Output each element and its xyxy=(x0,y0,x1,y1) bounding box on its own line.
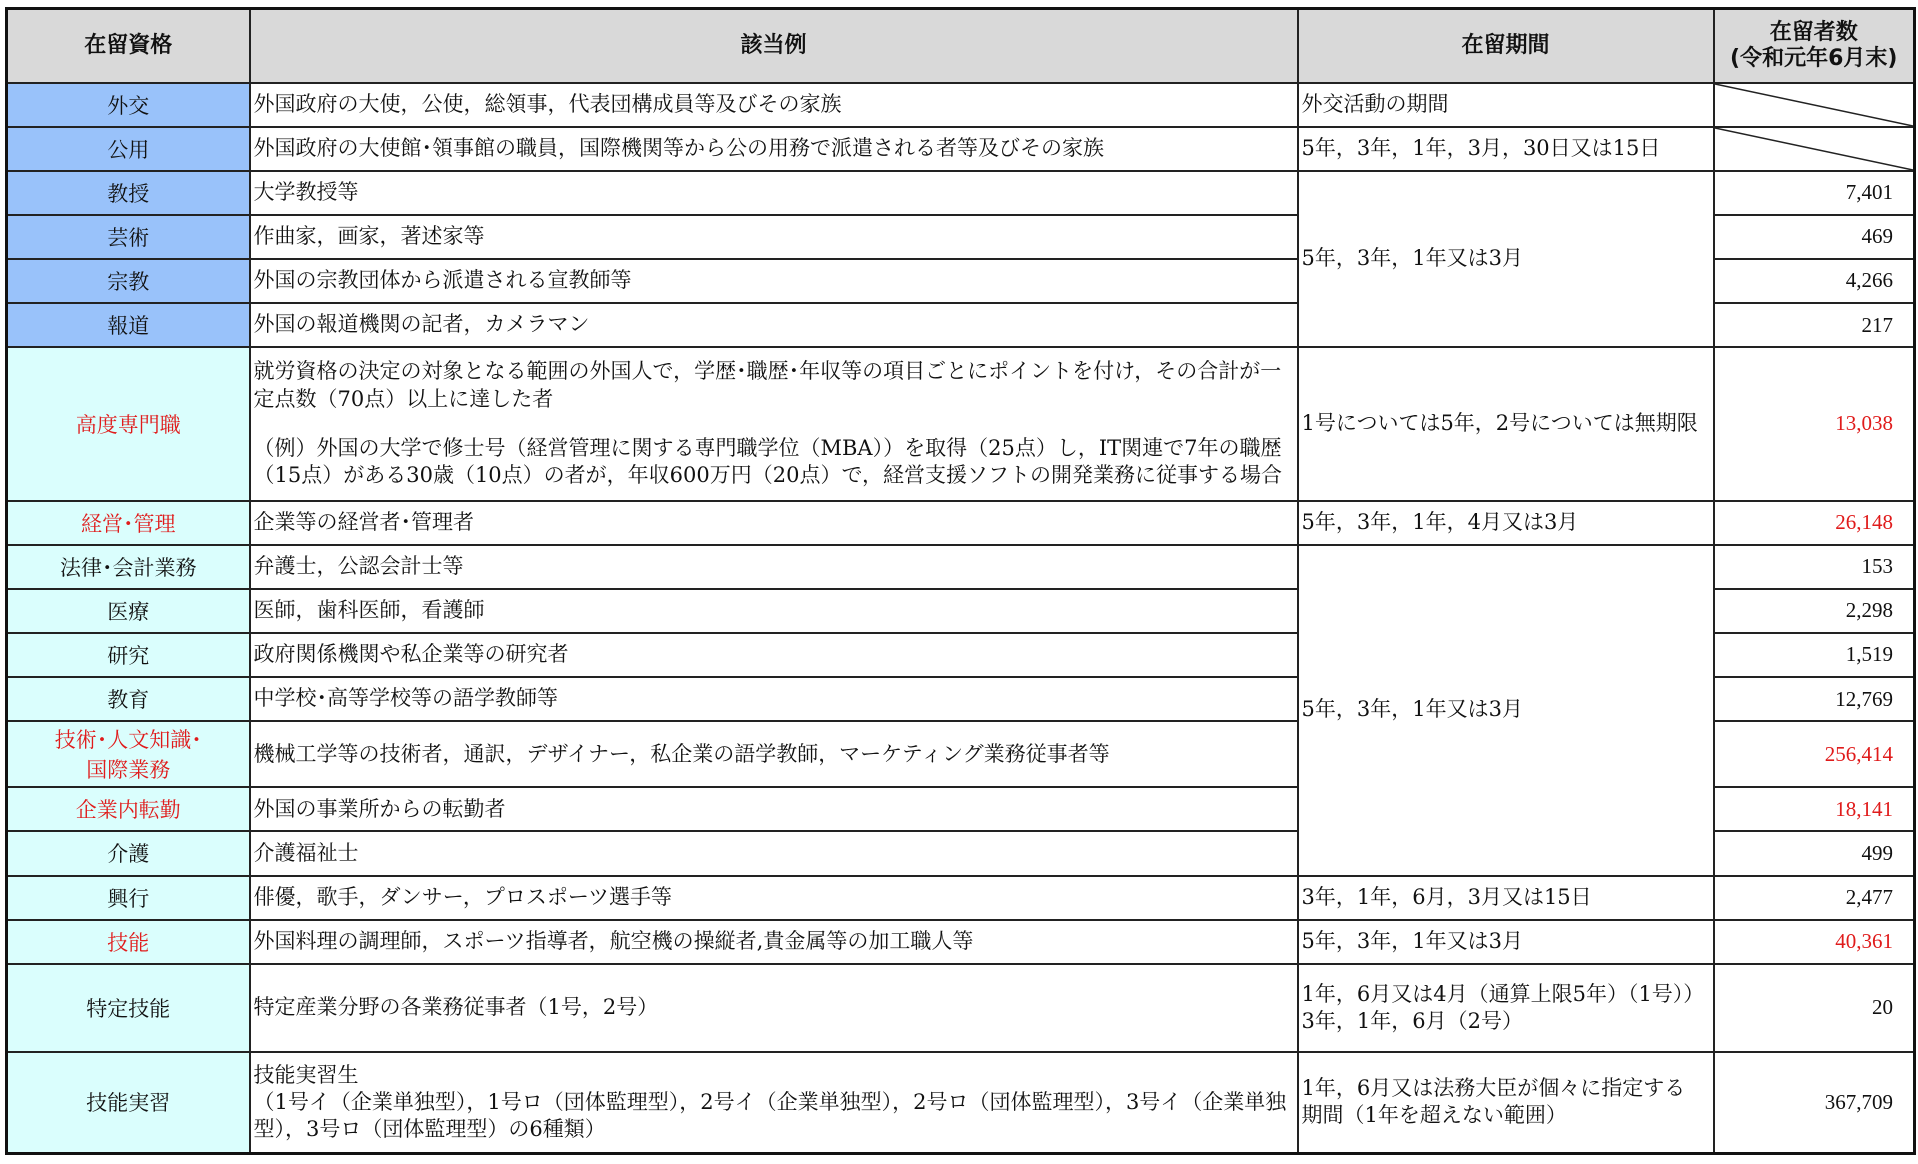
example-text: 就労資格の決定の対象となる範囲の外国人で，学歴･職歴･年収等の項目ごとにポイントを付け，その合計が一定点数（70点）以上に達した者 xyxy=(253,359,1282,411)
table-row xyxy=(7,347,1915,500)
period-text: 期間（1年を超えない範囲） xyxy=(1301,1103,1567,1128)
period-cell: 1号については5年，2号については無期限 xyxy=(1298,347,1714,500)
count-cell: 13,038 xyxy=(1714,347,1915,500)
period-text: 3年，1年，6月（2号） xyxy=(1301,1008,1523,1033)
period-cell: 5年，3年，1年，4月又は3月 xyxy=(1298,501,1714,545)
header-example: 該当例 xyxy=(250,9,1298,83)
example-cell: 機械工学等の技術者，通訳，デザイナー，私企業の語学教師，マーケティング業務従事者等 xyxy=(250,721,1298,787)
example-cell: 外国の事業所からの転勤者 xyxy=(250,787,1298,831)
count-cell: 26,148 xyxy=(1714,501,1915,545)
count-cell-empty xyxy=(1714,83,1915,127)
table-row xyxy=(7,920,1915,964)
example-cell: 介護福祉士 xyxy=(250,831,1298,875)
count-cell: 12,769 xyxy=(1714,677,1915,721)
period-cell xyxy=(1298,964,1714,1052)
example-cell: 特定産業分野の各業務従事者（1号，2号） xyxy=(250,964,1298,1052)
example-cell: 作曲家，画家，著述家等 xyxy=(250,215,1298,259)
example-cell xyxy=(250,347,1298,500)
count-cell: 20 xyxy=(1714,964,1915,1052)
example-cell: 政府関係機関や私企業等の研究者 xyxy=(250,633,1298,677)
example-cell: 医師，歯科医師，看護師 xyxy=(250,589,1298,633)
example-cell: 外国政府の大使館･領事館の職員，国際機関等から公の用務で派遣される者等及びその家族 xyxy=(250,127,1298,171)
status-cell: 介護 xyxy=(7,831,250,875)
status-cell: 研究 xyxy=(7,633,250,677)
example-text: （1号イ（企業単独型），1号ロ（団体監理型），2号イ（企業単独型），2号ロ（団体監理型），3号イ（企業単独型），3号ロ（団体監理型）の6種類） xyxy=(253,1089,1287,1142)
example-cell: 外国政府の大使，公使，総領事，代表団構成員等及びその家族 xyxy=(250,83,1298,127)
status-cell: 高度専門職 xyxy=(7,347,250,500)
table-row xyxy=(7,83,1915,127)
status-cell xyxy=(7,721,250,787)
count-cell: 469 xyxy=(1714,215,1915,259)
count-cell: 7,401 xyxy=(1714,171,1915,215)
example-text: 技能実習生 xyxy=(253,1062,359,1087)
status-cell: 教育 xyxy=(7,677,250,721)
status-cell: 芸術 xyxy=(7,215,250,259)
period-cell: 3年，1年，6月，3月又は15日 xyxy=(1298,876,1714,920)
period-cell-merged: 5年，3年，1年又は3月 xyxy=(1298,545,1714,876)
period-cell xyxy=(1298,1052,1714,1154)
count-cell: 18,141 xyxy=(1714,787,1915,831)
count-cell: 4,266 xyxy=(1714,259,1915,303)
count-cell: 367,709 xyxy=(1714,1052,1915,1154)
table-row xyxy=(7,171,1915,215)
status-text: 技術･人文知識･ xyxy=(54,728,202,753)
example-cell: 中学校･高等学校等の語学教師等 xyxy=(250,677,1298,721)
status-cell: 技能実習 xyxy=(7,1052,250,1154)
status-cell: 教授 xyxy=(7,171,250,215)
status-cell: 宗教 xyxy=(7,259,250,303)
header-count-label: 在留者数 xyxy=(1769,20,1858,46)
count-cell: 153 xyxy=(1714,545,1915,589)
period-text: 1年，6月又は法務大臣が個々に指定する xyxy=(1301,1076,1686,1101)
table-row xyxy=(7,964,1915,1052)
status-cell: 企業内転勤 xyxy=(7,787,250,831)
status-cell: 医療 xyxy=(7,589,250,633)
residence-status-table xyxy=(5,7,1916,1155)
status-cell: 公用 xyxy=(7,127,250,171)
count-cell: 40,361 xyxy=(1714,920,1915,964)
example-cell: 大学教授等 xyxy=(250,171,1298,215)
count-cell: 1,519 xyxy=(1714,633,1915,677)
count-cell: 217 xyxy=(1714,303,1915,347)
count-cell-empty xyxy=(1714,127,1915,171)
count-cell: 2,298 xyxy=(1714,589,1915,633)
status-cell: 報道 xyxy=(7,303,250,347)
example-cell xyxy=(250,1052,1298,1154)
header-count-date: (令和元年6月末) xyxy=(1730,45,1898,71)
header-status: 在留資格 xyxy=(7,9,250,83)
example-cell: 俳優，歌手，ダンサー，プロスポーツ選手等 xyxy=(250,876,1298,920)
status-cell: 特定技能 xyxy=(7,964,250,1052)
example-cell: 企業等の経営者･管理者 xyxy=(250,501,1298,545)
example-cell: 外国の報道機関の記者，カメラマン xyxy=(250,303,1298,347)
status-cell: 技能 xyxy=(7,920,250,964)
period-text: 1年，6月又は4月（通算上限5年）（1号）） xyxy=(1301,981,1705,1006)
header-period: 在留期間 xyxy=(1298,9,1714,83)
count-cell: 256,414 xyxy=(1714,721,1915,787)
count-cell: 2,477 xyxy=(1714,876,1915,920)
table-row xyxy=(7,127,1915,171)
table-row xyxy=(7,876,1915,920)
period-cell-merged: 5年，3年，1年又は3月 xyxy=(1298,171,1714,347)
count-cell: 499 xyxy=(1714,831,1915,875)
example-cell: 弁護士，公認会計士等 xyxy=(250,545,1298,589)
status-text: 国際業務 xyxy=(86,758,171,783)
example-cell: 外国料理の調理師，スポーツ指導者，航空機の操縦者,貴金属等の加工職人等 xyxy=(250,920,1298,964)
status-cell: 興行 xyxy=(7,876,250,920)
example-text: （例）外国の大学で修士号（経営管理に関する専門職学位（MBA））を取得（25点）し，IT関連で7年の職歴（15点）がある30歳（10点）の者が，年収600万円（20点）で，経営支援ソフトの開発業務に従事する場合 xyxy=(253,435,1283,488)
status-cell: 法律･会計業務 xyxy=(7,545,250,589)
period-cell: 5年，3年，1年又は3月 xyxy=(1298,920,1714,964)
period-cell: 5年，3年，1年，3月，30日又は15日 xyxy=(1298,127,1714,171)
table-row xyxy=(7,545,1915,589)
example-cell: 外国の宗教団体から派遣される宣教師等 xyxy=(250,259,1298,303)
period-cell: 外交活動の期間 xyxy=(1298,83,1714,127)
header-count xyxy=(1714,9,1915,83)
table-row xyxy=(7,1052,1915,1154)
status-cell: 外交 xyxy=(7,83,250,127)
status-cell: 経営･管理 xyxy=(7,501,250,545)
table-row xyxy=(7,501,1915,545)
